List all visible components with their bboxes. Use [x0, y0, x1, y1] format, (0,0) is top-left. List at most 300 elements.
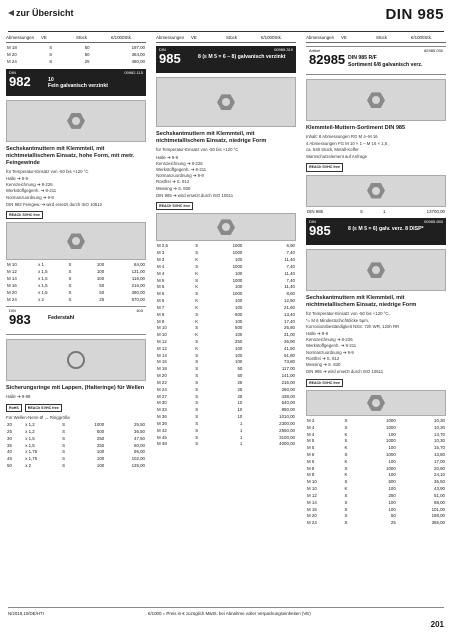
table-row	[6, 463, 146, 470]
table-cell: 10,30	[434, 417, 445, 423]
table-row	[306, 500, 446, 507]
table-cell: 25,50	[134, 422, 145, 428]
table-cell: S	[195, 352, 199, 358]
table-cell: M 10	[7, 262, 17, 268]
table-row	[156, 257, 296, 264]
replacement-note: DIN 985 ➔ wird ersetzt durch ISO 10511	[156, 192, 234, 198]
price-table	[306, 418, 446, 527]
table-cell: 1000	[386, 424, 396, 430]
table-cell: S	[195, 373, 199, 379]
table-cell: S	[344, 513, 348, 519]
table-cell: x 1,2	[25, 422, 35, 428]
table-cell: S	[360, 208, 363, 214]
table-row	[156, 359, 296, 366]
table-cell: 100	[235, 345, 243, 351]
table-row	[306, 466, 446, 473]
table-cell: M 39	[157, 420, 167, 426]
table-cell: 40	[7, 449, 12, 455]
table-cell: K	[344, 445, 348, 451]
table-cell: S	[49, 59, 53, 65]
price-table	[156, 243, 296, 448]
table-cell: 60,00	[134, 442, 145, 448]
table-cell: 13,40	[284, 311, 295, 317]
article-box-985-disp: DIN 00985.650 985 8 (≤ M 5 = 6) galv. verz. 8 DISP*	[306, 218, 446, 245]
table-cell: 17,40	[284, 318, 295, 324]
table-cell: 25	[237, 379, 243, 385]
table-cell: 36,90	[284, 339, 295, 344]
table-cell: M 2,5	[157, 243, 168, 249]
product-info	[306, 134, 446, 153]
table-cell: x 1,5	[25, 442, 35, 448]
table-cell: 250	[388, 492, 396, 498]
text-line: Korrosionsbeständigkeit NSS: 72h WR, 120h RR	[306, 323, 400, 329]
table-cell: 50	[237, 366, 243, 372]
header-divider	[8, 31, 444, 32]
table-cell: K	[195, 345, 199, 351]
table-row	[306, 507, 446, 514]
table-row	[306, 418, 446, 425]
table-cell: 500	[96, 428, 105, 434]
table-cell: 125,00	[131, 463, 145, 469]
table-row	[6, 456, 146, 463]
table-header: Abmessungen VE Stück €/1000Stk.	[156, 35, 296, 43]
table-row	[156, 373, 296, 380]
table-cell: M 24	[7, 296, 17, 302]
table-cell: S	[195, 243, 199, 249]
table-cell: 116,00	[131, 276, 145, 282]
table-cell: 100	[388, 431, 396, 437]
footer-divider	[8, 607, 444, 608]
table-cell: M 3	[157, 257, 165, 263]
table-cell: S	[344, 506, 348, 512]
table-cell: 36,50	[434, 479, 445, 485]
table-cell: M 18	[157, 366, 167, 372]
table-cell: M 7	[157, 304, 165, 310]
table-cell: 10,30	[434, 424, 445, 430]
table-cell: 1000	[232, 291, 243, 297]
text-line: Werkstoffgegenh. ➔ 8-211	[156, 167, 207, 172]
text-line: Kennzeichnung ➔ 8-226	[6, 182, 53, 188]
text-line: ca. 540 Stück, Metall-Koffer	[306, 146, 359, 152]
article-box-983: DIN 403 983 Federstahl	[6, 306, 146, 335]
table-cell: 3100,00	[279, 434, 295, 440]
table-cell: 7,40	[286, 250, 295, 256]
table-cell: M 16	[307, 506, 317, 512]
table-cell: K	[195, 298, 199, 304]
table-cell: S	[195, 277, 199, 283]
table-cell: M 4	[157, 263, 165, 269]
table-row	[306, 209, 446, 216]
table-cell: 100	[235, 318, 243, 324]
table-cell: K	[195, 318, 199, 324]
table-cell: 15,70	[434, 445, 445, 451]
table-cell: 50	[237, 373, 243, 379]
table-row	[306, 493, 446, 500]
table-cell: 100	[96, 276, 105, 282]
table-cell: 198,00	[431, 513, 445, 519]
table-cell: 4000,00	[279, 441, 295, 447]
product-title: Klemmteil-Muttern-Sortiment DIN 985	[306, 125, 406, 132]
table-cell: 50	[84, 52, 90, 58]
table-cell: 101,00	[431, 506, 445, 512]
table-cell: 1000	[232, 263, 243, 269]
table-cell: S	[195, 400, 199, 406]
table-row	[6, 297, 146, 304]
table-cell: 1	[383, 208, 386, 214]
table-row	[156, 312, 296, 319]
table-cell: M 30	[157, 400, 167, 406]
text-line: Normanzuordnung ➔ 9-9	[6, 194, 54, 200]
table-cell: M 4	[307, 424, 315, 430]
table-row	[156, 298, 296, 305]
table-cell: 102,00	[131, 456, 145, 462]
table-cell: K	[344, 458, 348, 464]
table-cell: 8,60	[286, 291, 295, 297]
replacement-note: DIN 982 Feingew.-➔ wird ersetzt durch ISO 10512	[6, 201, 103, 207]
table-cell: 141,00	[281, 373, 295, 379]
hex-nut-icon	[367, 395, 385, 411]
table-cell: M 24	[157, 386, 167, 392]
table-cell: M 27	[157, 393, 167, 399]
table-cell: S	[195, 263, 199, 269]
table-cell: 25	[99, 296, 105, 302]
table-cell: 20,90	[434, 465, 445, 471]
back-to-overview-link[interactable]	[8, 8, 74, 18]
reach-badge: REACh SVHC free	[306, 379, 343, 387]
table-cell: S	[195, 434, 199, 440]
table-row	[6, 283, 146, 290]
table-cell: M 12	[157, 345, 167, 351]
text-line: Messing ➔ S. 830	[306, 362, 341, 368]
table-cell: 25	[237, 393, 243, 399]
table-cell: S	[195, 441, 199, 447]
table-cell: 1000	[94, 422, 105, 428]
text-line: Halle ➔ 9-9	[156, 154, 178, 160]
text-line: für Temperatur-Einsatz von -50 bis +120 °C,	[306, 311, 390, 317]
table-cell: M 5	[307, 438, 315, 444]
table-cell: S	[344, 492, 348, 498]
hex-nut-icon	[67, 113, 85, 129]
article-box-982: DIN 00982.115 982 10 Fein galvanisch verzinkt	[6, 69, 146, 96]
table-cell: 2300,00	[279, 420, 295, 426]
table-row	[156, 250, 296, 257]
table-row	[156, 387, 296, 394]
table-row	[6, 269, 146, 276]
table-cell: M 12	[7, 269, 17, 275]
table-cell: 36,50	[134, 428, 145, 434]
table-row	[156, 414, 296, 421]
column-2	[156, 35, 296, 448]
table-cell: S	[195, 325, 199, 331]
table-cell: 100	[235, 332, 243, 338]
table-cell: 100	[388, 472, 396, 478]
price-table	[306, 209, 446, 216]
hex-nut-icon	[217, 94, 235, 110]
table-row	[156, 366, 296, 373]
column-3	[306, 35, 446, 527]
table-cell: x 1,5	[38, 289, 48, 295]
table-cell: M 20	[7, 52, 17, 58]
table-cell: 100	[96, 456, 105, 462]
table-cell: M 33	[157, 407, 167, 413]
table-row	[156, 271, 296, 278]
table-cell: 131,00	[131, 269, 145, 275]
table-cell: 47,50	[134, 435, 145, 441]
product-title: Sechskantmuttern mit Klemmteil, mit nichtmetallischem Einsatz, niedrige Form	[306, 295, 417, 309]
product-image	[306, 175, 446, 207]
table-cell: M 45	[157, 434, 167, 440]
table-cell: 1000	[386, 465, 396, 471]
table-row	[156, 380, 296, 387]
warning-note: Warnschutzelement auf Anfrage	[306, 154, 367, 160]
table-cell: 24,10	[434, 472, 445, 478]
table-cell: 25	[84, 59, 90, 65]
product-image	[306, 249, 446, 291]
table-cell: M 16	[157, 359, 167, 365]
table-cell: K	[195, 270, 199, 276]
table-cell: S	[195, 393, 199, 399]
table-cell: M 20	[307, 513, 317, 519]
table-cell: S	[195, 386, 199, 392]
page-title: DIN 985	[385, 6, 444, 23]
table-row	[306, 486, 446, 493]
table-cell: 13,80	[434, 451, 445, 457]
column-1	[6, 35, 146, 470]
table-cell: 11,40	[284, 270, 295, 276]
back-label: zur Übersicht	[16, 8, 74, 18]
table-cell: 45	[7, 456, 12, 462]
table-cell: 10	[237, 414, 243, 420]
table-cell: 100	[388, 445, 396, 451]
table-cell: 7,40	[286, 277, 295, 283]
table-cell: 11,40	[284, 284, 295, 290]
table-cell: S	[195, 291, 199, 297]
table-cell: K	[344, 472, 348, 478]
table-cell: 100	[388, 506, 396, 512]
table-cell: M 48	[157, 441, 167, 447]
table-row	[156, 278, 296, 285]
table-cell: 1	[239, 427, 243, 433]
table-row	[156, 353, 296, 360]
product-title: Sechskantmuttern mit Klemmteil, mit nichtmetallischem Einsatz, hohe Form, mit metr. Feingewinde	[6, 145, 135, 166]
table-cell: K	[344, 486, 348, 492]
table-cell: S	[68, 282, 72, 288]
table-cell: M 10	[157, 332, 167, 338]
table-cell: x 1,2	[25, 428, 35, 434]
product-image	[6, 339, 146, 381]
table-row	[6, 436, 146, 443]
table-cell: 1000	[386, 438, 396, 444]
text-line: Inhalt: 8 Abmessungen RG M 4–M 16	[306, 134, 378, 140]
table-cell: 13700,00	[426, 208, 445, 214]
table-cell: 30	[7, 435, 12, 441]
table-cell: 260,00	[281, 386, 295, 392]
table-cell: M 20	[7, 289, 17, 295]
table-header: Abmessungen VE Stück €/1000Stk.	[6, 35, 146, 43]
hex-nut-icon	[67, 233, 85, 249]
table-cell: M 4	[157, 270, 165, 276]
table-cell: S	[344, 424, 348, 430]
table-cell: 100	[388, 486, 396, 492]
table-cell: M 14	[307, 499, 317, 505]
table-cell: 570,00	[131, 296, 145, 302]
table-cell: M 12	[157, 339, 167, 344]
table-row	[156, 291, 296, 298]
table-cell: M 6	[307, 458, 315, 464]
table-cell: 26,80	[284, 325, 295, 331]
table-cell: M 12	[307, 492, 317, 498]
reach-badge: REACh SVHC free	[25, 404, 62, 412]
table-cell: 7,40	[286, 263, 295, 269]
product-info	[306, 311, 446, 330]
table-cell: 1	[239, 441, 243, 447]
text-line: Rostfrei ➔ S. 912	[156, 179, 190, 185]
table-row	[6, 290, 146, 297]
back-arrow-icon	[8, 10, 14, 16]
table-cell: 480,00	[131, 59, 145, 65]
table-cell: 1	[239, 420, 243, 426]
table-cell: 100	[96, 463, 105, 469]
table-cell: 50	[390, 513, 396, 519]
table-cell: M 10	[307, 479, 317, 485]
table-cell: S	[49, 52, 53, 58]
product-image	[156, 213, 296, 241]
table-row	[6, 262, 146, 269]
table-cell: M 4	[307, 431, 315, 437]
table-cell: M 3	[307, 417, 315, 423]
table-cell: 13,70	[434, 431, 445, 437]
table-cell: 100	[96, 269, 105, 275]
table-cell: S	[62, 428, 65, 434]
table-row	[306, 513, 446, 520]
text-line: Rostfrei ➔ S. 912	[306, 355, 340, 361]
product-image	[306, 390, 446, 416]
table-cell: 12,50	[284, 298, 295, 304]
table-cell: 88,00	[434, 499, 445, 505]
table-cell: DIN 985	[307, 208, 324, 214]
table-cell: K	[195, 257, 199, 263]
reference-links[interactable]: Halle ➔ 9-98	[6, 394, 31, 400]
table-row	[6, 52, 146, 59]
table-cell: K	[344, 431, 348, 437]
table-cell: 17,00	[434, 458, 445, 464]
table-cell: 197,00	[131, 45, 145, 51]
temperature-note: für Temperatur-Einsatz von -50 bis +120 °C	[156, 147, 239, 153]
product-image	[306, 79, 446, 121]
table-cell: 21,60	[284, 304, 295, 310]
replacement-note: DIN 985 ➔ wird ersetzt durch ISO 10511	[306, 369, 384, 375]
table-cell: 2550,00	[279, 427, 295, 433]
table-cell: S	[195, 339, 199, 344]
table-cell: 43,90	[434, 486, 445, 492]
table-cell: M 6	[157, 291, 165, 297]
rohs-badge: RoHS	[6, 404, 22, 412]
table-cell: 100	[96, 449, 105, 455]
table-row	[156, 264, 296, 271]
table-cell: 100	[235, 304, 243, 310]
table-cell: S	[195, 359, 199, 365]
table-cell: S	[195, 427, 199, 433]
table-cell: 100	[388, 499, 396, 505]
table-row	[6, 449, 146, 456]
table-row	[306, 459, 446, 466]
table-cell: 51,00	[434, 492, 445, 498]
table-cell: M 24	[307, 520, 317, 526]
table-cell: 850,00	[281, 407, 295, 413]
table-cell: 500	[388, 479, 396, 485]
table-cell: 364,00	[131, 52, 145, 58]
table-cell: 1000	[386, 417, 396, 423]
table-row	[156, 421, 296, 428]
table-cell: S	[344, 438, 348, 444]
table-cell: x 1,75	[25, 449, 38, 455]
table-cell: 500	[235, 325, 243, 331]
size-note: Für Wellen-Nenn-Ø ↔ Ringgröße	[6, 414, 70, 420]
table-cell: S	[344, 520, 348, 526]
table-row	[156, 400, 296, 407]
table-cell: 100	[235, 359, 243, 365]
table-cell: S	[49, 45, 53, 51]
table-cell: x 1	[38, 262, 44, 268]
table-cell: 61,80	[284, 352, 295, 358]
table-cell: M 20	[157, 373, 167, 379]
text-line: Messing ➔ S. 830	[156, 185, 191, 191]
table-row	[156, 325, 296, 332]
table-row	[156, 243, 296, 250]
table-row	[156, 305, 296, 312]
table-cell: 1000	[232, 277, 243, 283]
table-cell: K	[195, 284, 199, 290]
table-cell: M 10	[157, 325, 167, 331]
table-cell: 50	[99, 282, 105, 288]
table-row	[156, 441, 296, 448]
table-row	[6, 276, 146, 283]
table-row	[156, 428, 296, 435]
table-row	[306, 520, 446, 527]
reference-links[interactable]	[6, 176, 146, 201]
table-cell: x 1,5	[25, 435, 35, 441]
table-cell: M 8	[307, 465, 315, 471]
product-title: Sicherungsringe mit Lappen, (Halteringe) für Wellen	[6, 385, 145, 392]
table-cell: 250	[235, 339, 243, 344]
text-line: Normanzuordnung ➔ 9-9	[306, 349, 354, 355]
footer-price-note: €/1000 = Preis in € zuzüglich MwSt. bei Abnahme voller Verpackungseinheiten (VE)	[148, 611, 311, 616]
table-cell: 540,00	[281, 400, 295, 406]
table-cell: 216,00	[281, 379, 295, 385]
temperature-note: für Temperatur-Einsatz von -50 bis +120 °C	[6, 168, 89, 174]
table-cell: 41,50	[284, 345, 295, 351]
reference-links[interactable]	[306, 331, 446, 368]
table-cell: M 42	[157, 427, 167, 433]
reference-links[interactable]	[156, 155, 296, 192]
table-cell: S	[68, 289, 72, 295]
table-cell: 100	[235, 284, 243, 290]
table-row	[6, 422, 146, 429]
table-cell: 500	[235, 311, 243, 317]
hex-nut-icon	[217, 219, 235, 235]
table-cell: 10,30	[434, 438, 445, 444]
table-row	[156, 407, 296, 414]
assortment-box-icon	[367, 92, 385, 108]
table-cell: 95,00	[134, 449, 145, 455]
table-cell: x 2	[25, 463, 32, 469]
table-row	[6, 59, 146, 66]
product-title: Sechskantmuttern mit Klemmteil, mit nichtmetallischem Einsatz, niedrige Form	[156, 131, 267, 145]
table-cell: 100	[235, 298, 243, 304]
table-cell: 390,00	[131, 289, 145, 295]
hex-nut-icon	[367, 183, 385, 199]
table-cell: M 6	[157, 298, 165, 304]
